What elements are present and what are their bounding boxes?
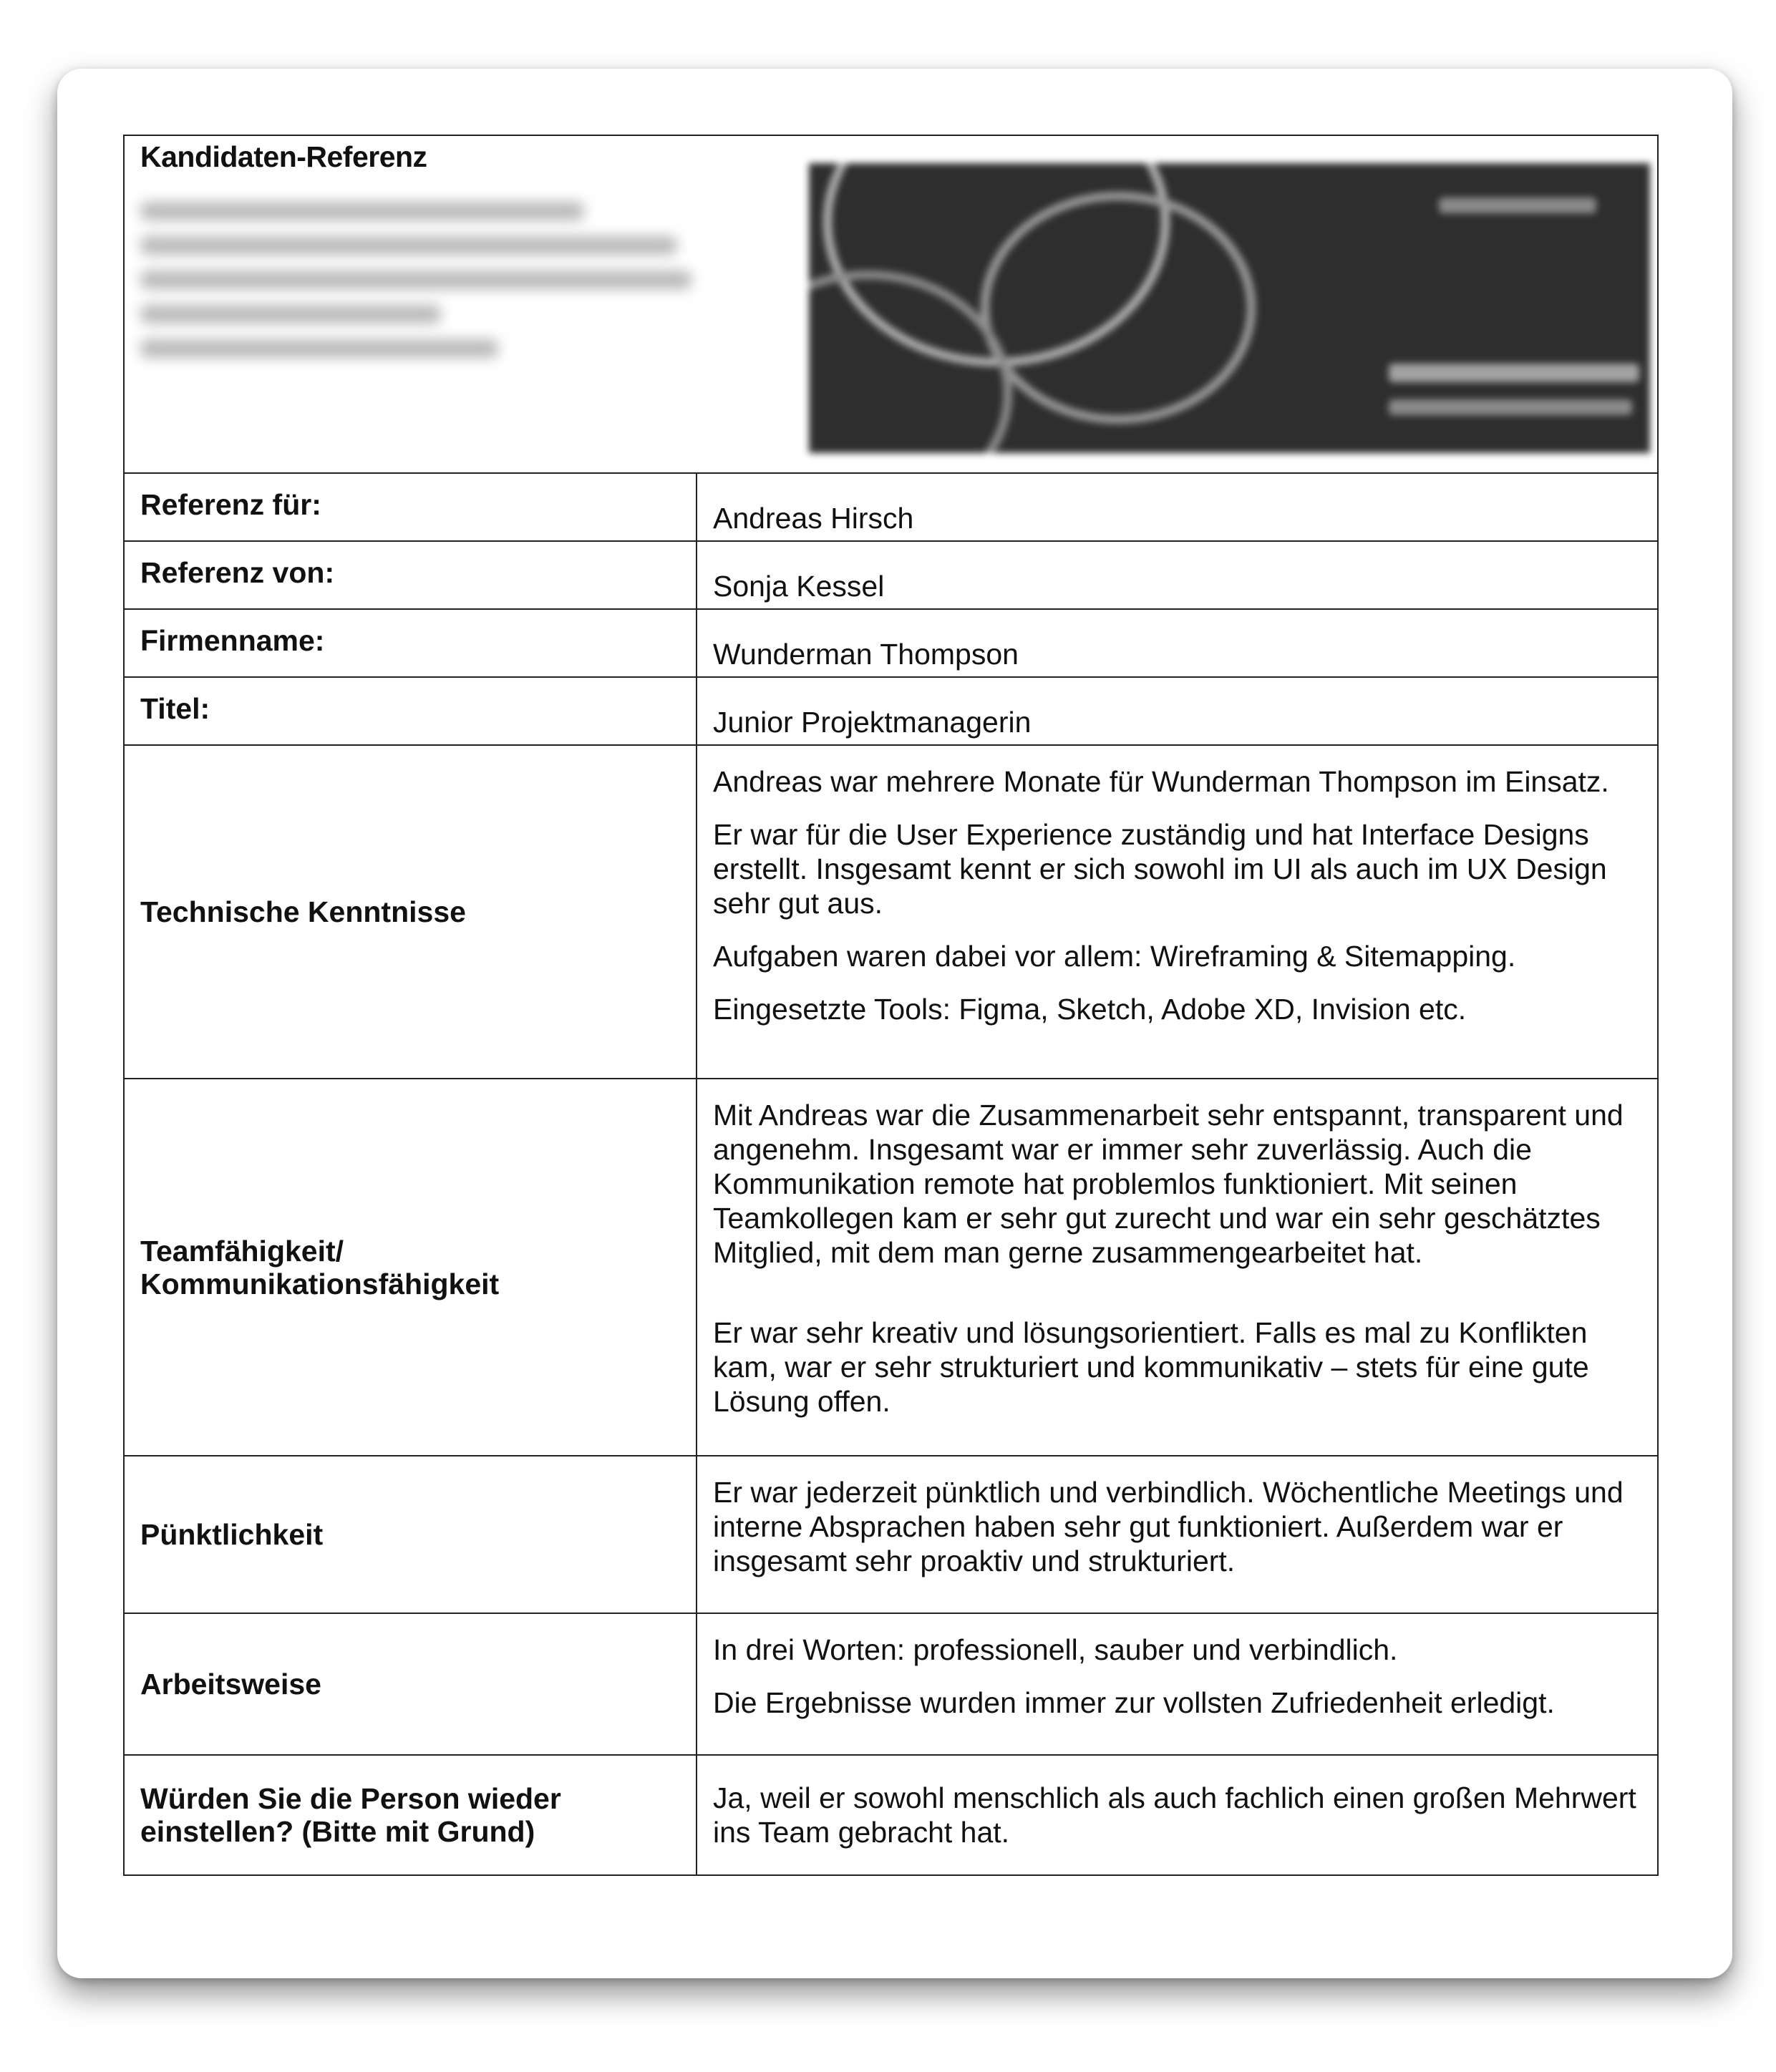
row-value: Andreas Hirsch xyxy=(697,473,1658,541)
row-arbeitsweise xyxy=(124,1613,1658,1755)
section-label: Würden Sie die Person wieder einstellen? (Bitte mit Grund) xyxy=(124,1755,697,1875)
header-row xyxy=(124,135,1658,473)
section-value xyxy=(697,1079,1658,1456)
redacted-contact-block xyxy=(140,202,692,374)
section-value xyxy=(697,1613,1658,1755)
document-card xyxy=(57,69,1732,1978)
section-label: Arbeitsweise xyxy=(124,1613,697,1755)
redacted-line xyxy=(140,339,498,358)
row-titel xyxy=(124,677,1658,745)
document-title: Kandidaten-Referenz xyxy=(140,140,427,173)
paragraph: Andreas war mehrere Monate für Wunderman Thompson im Einsatz. xyxy=(713,765,1609,798)
row-value: Junior Projektmanagerin xyxy=(697,677,1658,745)
paragraph: Er war sehr kreativ und lösungsorientiert. Falls es mal zu Konflikten kam, war er sehr strukturiert und kommunikativ – stets für eine gute Lösung offen. xyxy=(713,1316,1589,1418)
section-value xyxy=(697,745,1658,1079)
section-value xyxy=(697,1456,1658,1613)
paragraph: Die Ergebnisse wurden immer zur vollsten Zufriedenheit erledigt. xyxy=(713,1686,1555,1719)
row-technische-kenntnisse xyxy=(124,745,1658,1079)
row-label: Referenz von: xyxy=(124,541,697,609)
row-referenz-fuer xyxy=(124,473,1658,541)
row-teamfaehigkeit xyxy=(124,1079,1658,1456)
row-wieder-einstellen xyxy=(124,1755,1658,1875)
paragraph: In drei Worten: professionell, sauber und verbindlich. xyxy=(713,1633,1398,1666)
row-label: Titel: xyxy=(124,677,697,745)
row-firmenname xyxy=(124,609,1658,677)
paragraph: Ja, weil er sowohl menschlich als auch fachlich einen großen Mehrwert ins Team gebracht hat. xyxy=(713,1781,1636,1849)
paragraph: Eingesetzte Tools: Figma, Sketch, Adobe XD, Invision etc. xyxy=(713,993,1467,1026)
reference-table xyxy=(123,135,1659,1876)
row-label: Firmenname: xyxy=(124,609,697,677)
paragraph: Mit Andreas war die Zusammenarbeit sehr entspannt, transparent und angenehm. Insgesamt war er immer sehr zuverlässig. Auch die Kommunikation remote hat problemlos funktioniert. Mit seinen Teamkollegen kam er sehr gut zurecht und war ein sehr geschätztes Mitglied, mit dem man gerne zusammengearbeitet hat. xyxy=(713,1099,1624,1269)
company-banner-image xyxy=(809,163,1650,453)
paragraph: Aufgaben waren dabei vor allem: Wireframing & Sitemapping. xyxy=(713,940,1516,973)
row-puenktlichkeit xyxy=(124,1456,1658,1613)
redacted-line xyxy=(140,202,584,220)
section-value xyxy=(697,1755,1658,1875)
redacted-line xyxy=(140,305,441,324)
paragraph: Er war jederzeit pünktlich und verbindlich. Wöchentliche Meetings und interne Absprachen haben sehr gut funktioniert. Außerdem war er insgesamt sehr proaktiv und strukturiert. xyxy=(713,1476,1624,1577)
row-referenz-von xyxy=(124,541,1658,609)
row-value: Sonja Kessel xyxy=(697,541,1658,609)
section-label: Technische Kenntnisse xyxy=(124,745,697,1079)
row-value: Wunderman Thompson xyxy=(697,609,1658,677)
section-label: Pünktlichkeit xyxy=(124,1456,697,1613)
row-label: Referenz für: xyxy=(124,473,697,541)
label-line: Kommunikationsfähigkeit xyxy=(140,1267,500,1300)
section-label xyxy=(124,1079,697,1456)
redacted-line xyxy=(140,271,692,289)
paragraph: Er war für die User Experience zuständig und hat Interface Designs erstellt. Insgesamt kennt er sich sowohl im UI als auch im UX Design sehr gut aus. xyxy=(713,818,1607,920)
header-cell xyxy=(124,135,1658,473)
label-line: Teamfähigkeit/ xyxy=(140,1234,344,1268)
redacted-line xyxy=(140,236,677,255)
